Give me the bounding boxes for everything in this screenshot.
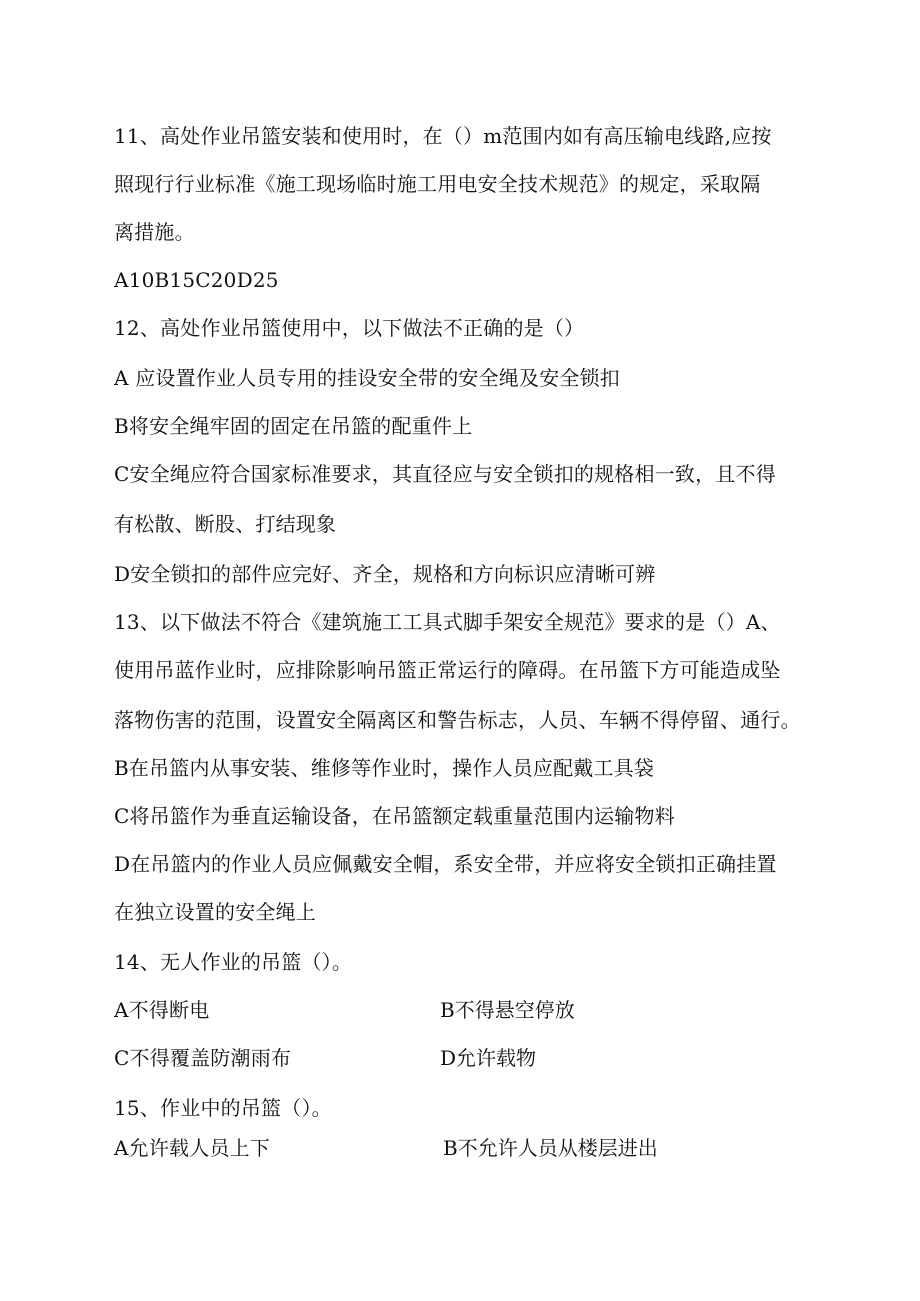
q12-stem: 12、高处作业吊篮使用中，以下做法不正确的是（） [114,316,585,340]
q14-option-c: C不得覆盖防潮雨布 [114,1046,292,1070]
q12-option-a: A 应设置作业人员专用的挂设安全带的安全绳及安全锁扣 [114,366,621,390]
q14-option-a: A不得断电 [114,998,210,1022]
q11-line-1: 11、高处作业吊篮安装和使用时，在（）m范围内如有高压输电线路,应按 [114,124,772,148]
q12-option-d: D安全锁扣的部件应完好、齐全，规格和方向标识应清晰可辨 [114,562,656,586]
q13-line-3: 落物伤害的范围，设置安全隔离区和警告标志，人员、车辆不得停留、通行。 [114,708,801,732]
q12-option-c-line-2: 有松散、断股、打结现象 [114,512,337,536]
q13-line-1: 13、以下做法不符合《建筑施工工具式脚手架安全规范》要求的是（）A、 [114,610,781,634]
q15-option-b: B不允许人员从楼层进出 [443,1136,658,1160]
q13-option-b: B在吊篮内从事安装、维修等作业时，操作人员应配戴工具袋 [114,756,655,780]
q15-option-a: A允许载人员上下 [114,1136,271,1160]
q13-option-c: C将吊篮作为垂直运输设备，在吊篮额定载重量范围内运输物料 [114,804,675,828]
q12-option-c-line-1: C安全绳应符合国家标准要求，其直径应与安全锁扣的规格相一致，且不得 [114,462,776,486]
q13-option-d-line-2: 在独立设置的安全绳上 [114,900,316,924]
q14-option-d: D允许载物 [440,1046,537,1070]
q13-line-2: 使用吊蓝作业时，应排除影响吊篮正常运行的障碍。在吊篮下方可能造成坠 [114,658,781,682]
q11-line-2: 照现行行业标准《施工现场临时施工用电安全技术规范》的规定，采取隔 [114,172,761,196]
q11-line-3: 离措施。 [114,220,195,244]
q11-options: A10B15C20D25 [114,268,279,292]
q14-option-b: B不得悬空停放 [440,998,575,1022]
q13-option-d-line-1: D在吊篮内的作业人员应佩戴安全帽，系安全带，并应将安全锁扣正确挂置 [114,852,777,876]
q12-option-b: B将安全绳牢固的固定在吊篮的配重件上 [114,414,473,438]
q14-stem: 14、无人作业的吊篮（）。 [114,950,353,974]
q15-stem: 15、作业中的吊篮（）。 [114,1096,332,1120]
